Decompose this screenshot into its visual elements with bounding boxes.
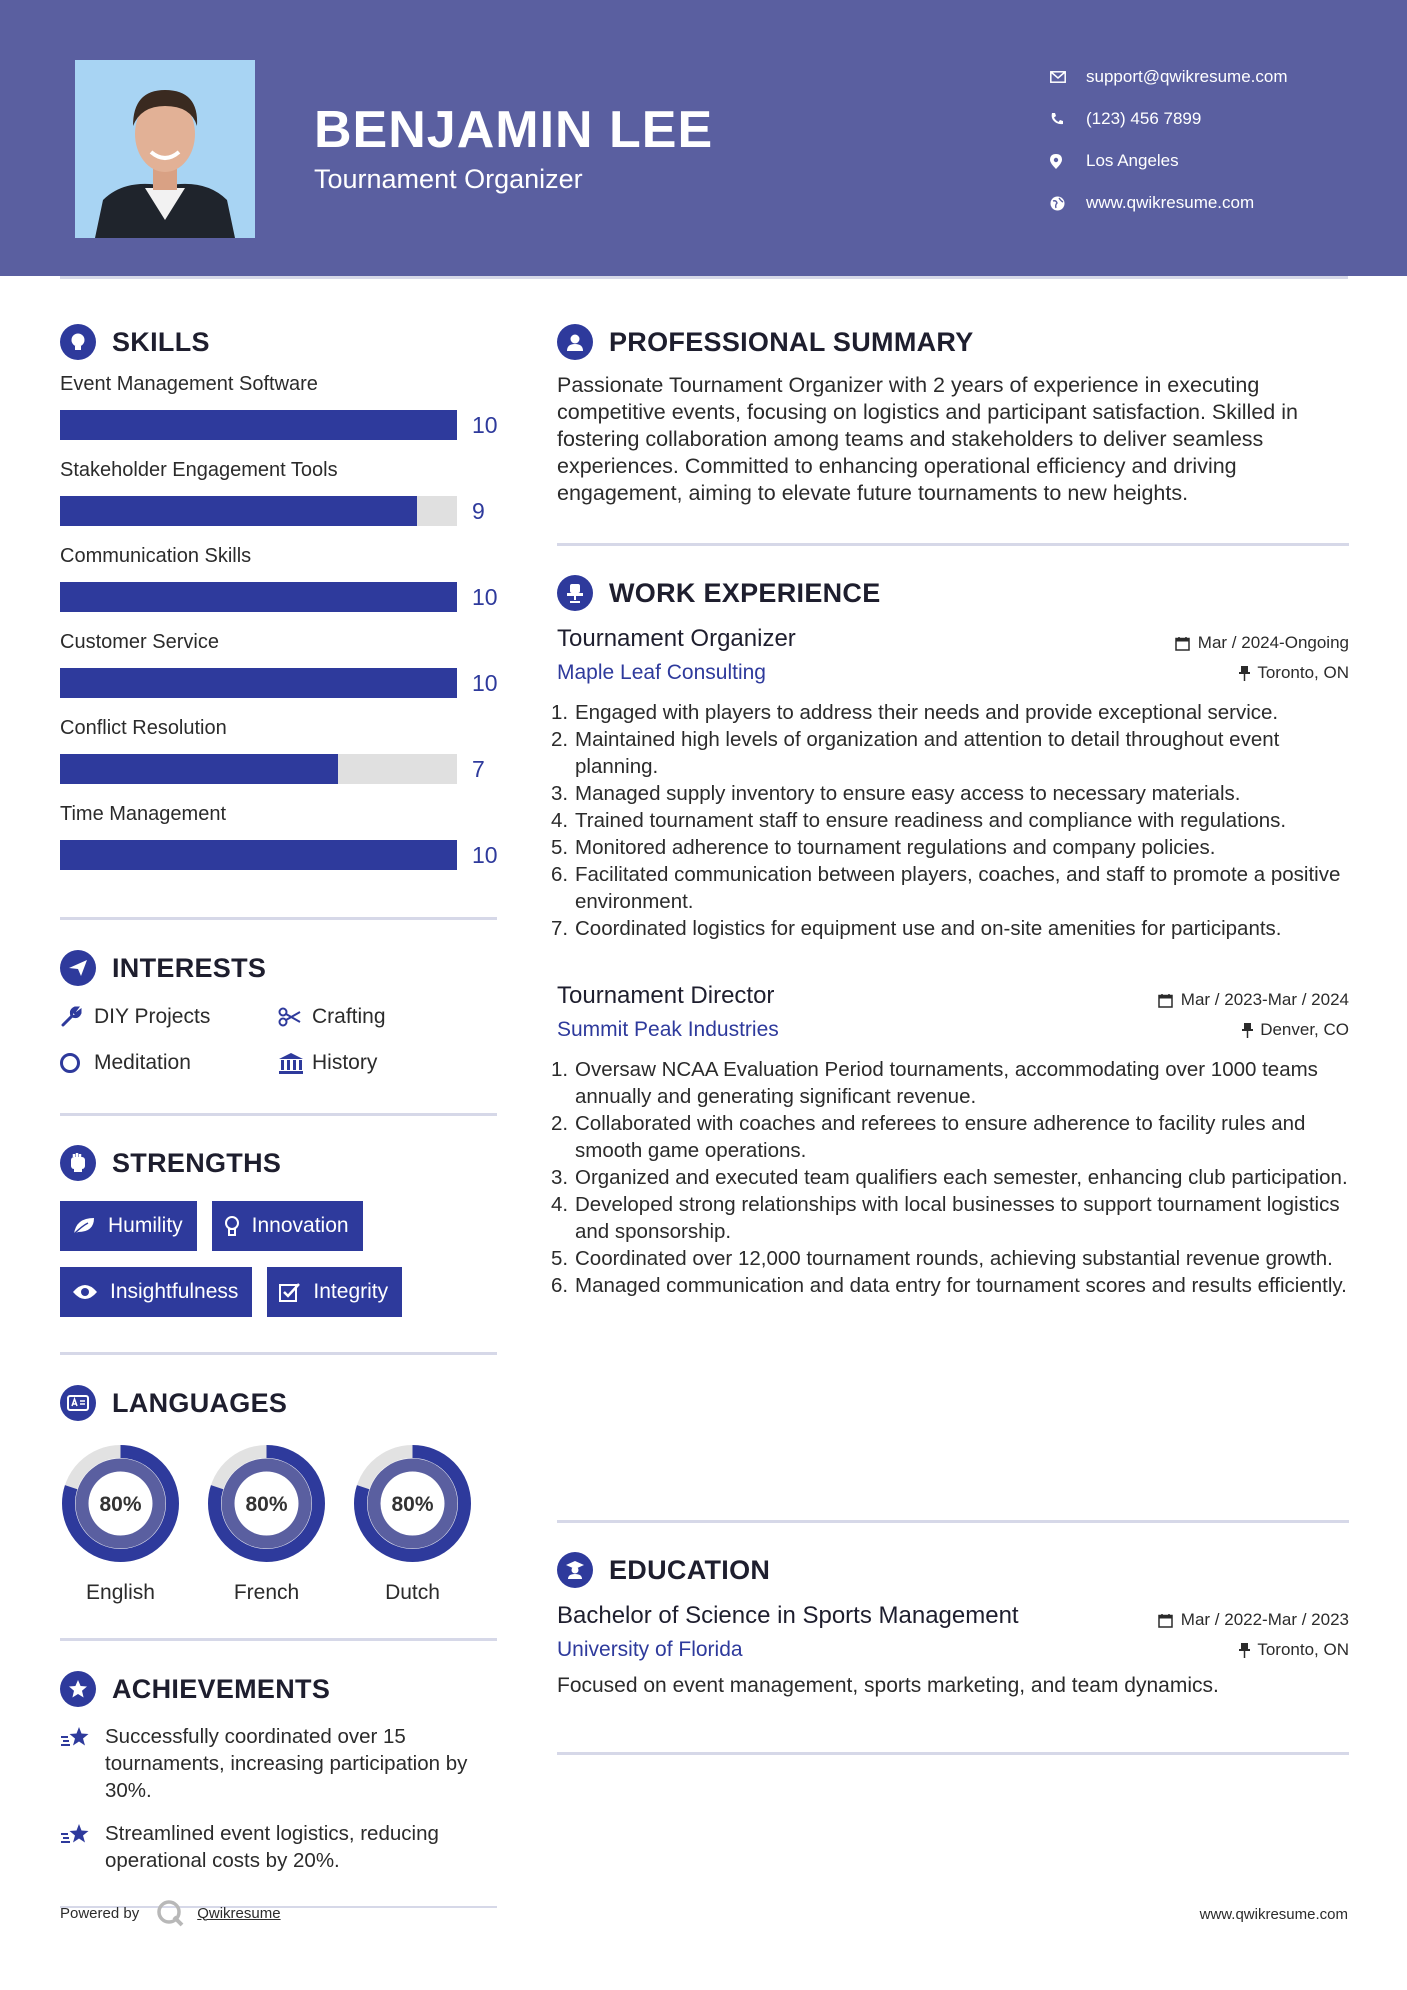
achievement-text: Streamlined event logistics, reducing operational costs by 20%. (105, 1822, 439, 1872)
languages-list (60, 1443, 497, 1605)
candidate-name: BENJAMIN LEE (314, 101, 714, 159)
strength-label: Innovation (251, 1214, 349, 1237)
skill-item (60, 370, 497, 456)
interests-heading (60, 950, 497, 986)
contact-phone[interactable] (1050, 98, 1390, 140)
job-list (551, 625, 1349, 1299)
job-bullets (551, 1056, 1349, 1299)
skill-label: Time Management (60, 803, 226, 825)
strength-tag (267, 1267, 402, 1317)
education-date-text: Mar / 2022-Mar / 2023 (1180, 1610, 1349, 1629)
divider (60, 917, 497, 920)
website-text: www.qwikresume.com (1086, 193, 1255, 212)
skill-label: Communication Skills (60, 545, 252, 567)
skills-list (60, 370, 497, 886)
education-date (1158, 1610, 1349, 1630)
skill-bar (60, 754, 457, 784)
job-bullet: 3. Organized and executed team qualifiers each semester, enhancing club participation. (551, 1166, 1348, 1189)
school-name: University of Florida (557, 1638, 743, 1661)
education-location-text: Toronto, ON (1257, 1640, 1349, 1659)
powered-by (60, 1898, 281, 1928)
paper-plane-icon (60, 950, 96, 986)
graduate-icon (557, 1552, 593, 1588)
pushpin-icon (1242, 1023, 1253, 1038)
achievement-text: Successfully coordinated over 15 tournaments, increasing participation by 30%. (105, 1725, 468, 1802)
profile-photo (75, 60, 255, 238)
achievement-item (60, 1723, 497, 1804)
divider (60, 1638, 497, 1641)
resume-header (0, 0, 1407, 276)
interest-label: History (312, 1051, 378, 1074)
fist-icon (60, 1145, 96, 1181)
language-donut (60, 1443, 181, 1564)
job-bullet: 4. Developed strong relationships with local businesses to support tournament logistics and sponsorship. (551, 1193, 1340, 1243)
contact-website[interactable] (1050, 182, 1390, 224)
shooting-star-icon (60, 1723, 105, 1804)
skill-item (60, 714, 497, 800)
language-percent: 80% (391, 1493, 434, 1516)
location-text: Los Angeles (1086, 151, 1179, 170)
job-bullet: 1. Engaged with players to address their needs and provide exceptional service. (551, 701, 1279, 724)
interest-item (278, 1004, 478, 1030)
strength-tag (212, 1201, 363, 1251)
skill-label: Conflict Resolution (60, 717, 227, 739)
experience-section (551, 575, 1349, 1299)
pushpin-icon (1239, 666, 1250, 681)
job-bullet: 5. Coordinated over 12,000 tournament rounds, achieving substantial revenue growth. (551, 1247, 1333, 1270)
skill-bar (60, 668, 457, 698)
education-description: Focused on event management, sports marketing, and team dynamics. (557, 1674, 1219, 1697)
map-pin-icon (1050, 154, 1086, 169)
lightbulb-icon (60, 324, 96, 360)
job-bullet: 3. Managed supply inventory to ensure easy access to necessary materials. (551, 782, 1241, 805)
skill-value: 10 (472, 842, 498, 868)
job-entry (551, 625, 1349, 942)
summary-text: Passionate Tournament Organizer with 2 years of experience in executing competitive events, focusing on logistics and participant satisfaction. Skilled in fostering collaboration among teams and stakeholders to deliver seamless experiences. Committed to enhancing operational efficiency and driving engagement, aiming to elevate future tournaments to new heights. (557, 373, 1298, 505)
contact-email[interactable] (1050, 56, 1390, 98)
experience-title: WORK EXPERIENCE (609, 577, 881, 608)
language-item (352, 1443, 473, 1605)
strength-tag (60, 1201, 197, 1251)
language-label: Dutch (385, 1581, 440, 1604)
language-item (206, 1443, 327, 1605)
interests-section (60, 950, 497, 1076)
job-bullet: 6. Facilitated communication between players, coaches, and staff to promote a positive environment. (551, 863, 1341, 913)
checkbox-icon (279, 1282, 301, 1302)
skill-bar (60, 582, 457, 612)
strengths-heading (60, 1145, 497, 1181)
language-percent: 80% (99, 1493, 142, 1516)
strength-label: Integrity (313, 1280, 389, 1303)
skills-title: SKILLS (112, 326, 210, 357)
languages-section (60, 1385, 497, 1605)
interests-title: INTERESTS (112, 952, 267, 983)
experience-heading (557, 575, 1349, 611)
job-bullets (551, 699, 1349, 942)
shooting-star-icon (60, 1820, 105, 1874)
language-item (60, 1443, 181, 1605)
strength-label: Insightfulness (110, 1280, 239, 1303)
divider (60, 1113, 497, 1116)
skill-label: Stakeholder Engagement Tools (60, 459, 338, 481)
phone-icon (1050, 112, 1086, 126)
achievements-heading (60, 1671, 497, 1707)
language-label: French (233, 1581, 300, 1604)
strength-label: Humility (108, 1214, 183, 1237)
skills-heading (60, 324, 497, 360)
skill-bar (60, 410, 457, 440)
job-date: Mar / 2023-Mar / 2024 (1158, 990, 1349, 1010)
job-location: Toronto, ON (1239, 663, 1349, 683)
divider (557, 1752, 1349, 1755)
candidate-role: Tournament Organizer (314, 164, 583, 194)
skill-label: Event Management Software (60, 373, 318, 395)
pushpin-icon (1239, 1643, 1250, 1658)
achievement-item (60, 1820, 497, 1874)
divider (557, 1520, 1349, 1523)
skill-item (60, 628, 497, 714)
job-entry (551, 982, 1349, 1299)
user-icon (557, 324, 593, 360)
leaf-icon (72, 1216, 96, 1236)
job-company: Maple Leaf Consulting (557, 661, 766, 684)
education-section (557, 1552, 1349, 1698)
calendar-icon (1175, 636, 1190, 651)
skill-bar-fill (60, 754, 338, 784)
job-bullet: 4. Trained tournament staff to ensure readiness and compliance with regulations. (551, 809, 1287, 832)
skill-bar-fill (60, 582, 457, 612)
envelope-icon (1050, 71, 1086, 83)
strengths-section (60, 1145, 497, 1317)
interest-label: Meditation (94, 1051, 191, 1074)
job-bullet: 1. Oversaw NCAA Evaluation Period tournaments, accommodating over 1000 teams annually and generating significant revenue. (551, 1058, 1318, 1108)
summary-section (557, 324, 1349, 507)
skill-item (60, 542, 497, 628)
education-entry (557, 1602, 1349, 1698)
interest-item (60, 1050, 278, 1076)
email-text: support@qwikresume.com (1086, 67, 1288, 86)
education-heading (557, 1552, 1349, 1588)
contact-location (1050, 140, 1390, 182)
lightbulb-outline-icon (224, 1215, 240, 1237)
summary-title: PROFESSIONAL SUMMARY (609, 326, 974, 357)
skill-item (60, 800, 497, 886)
divider (557, 543, 1349, 546)
skill-item (60, 456, 497, 542)
language-percent: 80% (245, 1493, 288, 1516)
education-location (1239, 1640, 1349, 1660)
job-location: Denver, CO (1242, 1020, 1349, 1040)
skill-bar-fill (60, 410, 457, 440)
job-title: Tournament Organizer (557, 625, 796, 652)
globe-icon (1050, 196, 1086, 211)
skills-section (60, 324, 497, 886)
interest-label: Crafting (312, 1005, 386, 1028)
footer-website[interactable]: www.qwikresume.com (1199, 1906, 1348, 1923)
languages-title: LANGUAGES (112, 1387, 288, 1418)
skill-value: 10 (472, 412, 498, 438)
job-company: Summit Peak Industries (557, 1018, 779, 1041)
interest-item (60, 1004, 278, 1030)
job-bullet: 7. Coordinated logistics for equipment use and on-site amenities for participants. (551, 917, 1282, 940)
qwikresume-logo-icon (155, 1898, 185, 1928)
language-donut (206, 1443, 327, 1564)
job-bullet: 2. Collaborated with coaches and referees to ensure adherence to facility rules and smooth game operations. (551, 1112, 1306, 1162)
languages-heading (60, 1385, 497, 1421)
interest-label: DIY Projects (94, 1005, 211, 1028)
strength-tag (60, 1267, 252, 1317)
office-chair-icon (557, 575, 593, 611)
job-bullet: 5. Monitored adherence to tournament regulations and company policies. (551, 836, 1216, 859)
circle-icon (60, 1052, 94, 1074)
skill-value: 10 (472, 670, 498, 696)
header-divider (60, 276, 1348, 279)
powered-by-text: Powered by (60, 1904, 140, 1922)
achievements-title: ACHIEVEMENTS (112, 1673, 331, 1704)
skill-bar (60, 496, 457, 526)
brand-link[interactable]: Qwikresume (197, 1904, 281, 1922)
skill-bar (60, 840, 457, 870)
wrench-icon (60, 1006, 94, 1028)
skill-bar-fill (60, 840, 457, 870)
calendar-icon (1158, 993, 1173, 1008)
calendar-icon (1158, 1613, 1173, 1628)
skill-value: 10 (472, 584, 498, 610)
eye-icon (72, 1284, 98, 1300)
language-label: English (86, 1581, 155, 1604)
museum-icon (278, 1052, 312, 1074)
skill-bar-fill (60, 668, 457, 698)
interests-list (60, 1004, 497, 1076)
phone-text: (123) 456 7899 (1086, 109, 1202, 128)
language-icon (60, 1385, 96, 1421)
skill-label: Customer Service (60, 631, 219, 653)
scissors-icon (278, 1007, 312, 1027)
skill-value: 7 (472, 756, 485, 782)
job-date: Mar / 2024-Ongoing (1175, 633, 1349, 653)
job-bullet: 2. Maintained high levels of organization and attention to detail throughout event planning. (551, 728, 1280, 778)
achievements-section (60, 1671, 497, 1874)
summary-heading (557, 324, 1349, 360)
interest-item (278, 1050, 478, 1076)
strengths-title: STRENGTHS (112, 1147, 282, 1178)
skill-value: 9 (472, 498, 485, 524)
contact-list (1050, 56, 1390, 224)
skill-bar-fill (60, 496, 417, 526)
language-donut (352, 1443, 473, 1564)
job-title: Tournament Director (557, 982, 775, 1009)
strengths-tags (60, 1201, 497, 1317)
divider (60, 1352, 497, 1355)
degree-title: Bachelor of Science in Sports Management (557, 1602, 1019, 1629)
star-badge-icon (60, 1671, 96, 1707)
education-title: EDUCATION (609, 1554, 771, 1585)
job-bullet: 6. Managed communication and data entry for tournament scores and results efficiently. (551, 1274, 1347, 1297)
